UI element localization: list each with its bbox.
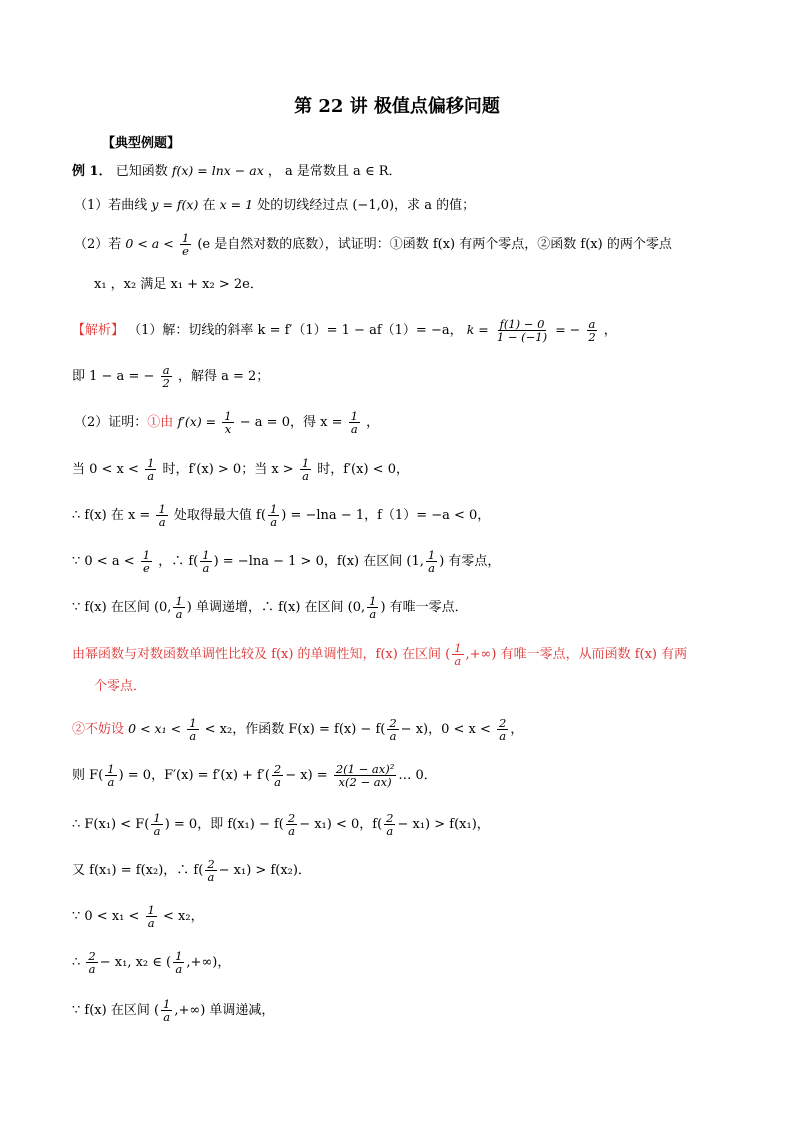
solution-line-14: ∵ 0 < x₁ < $\frac{1}{a}$ < x₂， bbox=[72, 903, 204, 931]
solution-line-1: 【解析】 （1）解：切线的斜率 k = f′（1）= 1 − af（1）= −a， k = $\frac{f(1) - 0}{1 - (-1)}$ = − $\frac{a}{2}$ ， bbox=[72, 317, 617, 345]
part-1-tail: 处的切线经过点 (−1,0)，求 a 的值； bbox=[257, 198, 476, 213]
curve-equation: y = f(x) bbox=[151, 197, 199, 212]
fraction-1-over-e: $\frac{1}{e}$ bbox=[181, 231, 190, 259]
solution-tag: 【解析】 bbox=[72, 323, 125, 339]
example-stem-c: a 是常数且 a ∈ R． bbox=[285, 164, 402, 179]
example-stem bbox=[72, 165, 402, 178]
page-title: 第 22 讲 极值点偏移问题 bbox=[294, 96, 500, 117]
part-1-prefix: （1）若曲线 bbox=[74, 198, 148, 213]
part-2-mid: (e 是自然对数的底数），试证明：①函数 f(x) 有两个零点，②函数 f(x) 的两个零点 bbox=[197, 237, 672, 253]
part-1-question bbox=[74, 199, 475, 212]
condition-left: 0 < a < bbox=[125, 236, 174, 252]
solution-line-11: 则 F( $\frac{1}{a}$ ) = 0，F′(x) = f′(x) + f′( $\frac{2}{a}$ − x) = $\frac{\text{2(1 − ax)²}}{x(2 - ax)}$ … 0． bbox=[72, 762, 437, 790]
point-x: x = 1 bbox=[219, 197, 254, 212]
solution-line-10: ②不妨设 0 < x₁ < $\frac{1}{a}$ < x₂，作函数 F(x) = f(x) − f( $\frac{2}{a}$ − x)，0 < x < $\frac{2}{a}$ ， bbox=[72, 716, 524, 744]
part-1-mid: 在 bbox=[202, 198, 216, 213]
example-stem-b: ， bbox=[267, 164, 281, 179]
part-2-question bbox=[74, 232, 672, 257]
function-definition: f(x) = lnx − ax bbox=[171, 163, 264, 178]
solution-line-15: ∴ $\frac{2}{a}$ − x₁, x₂ ∈ ( $\frac{1}{a}$ ,+∞)， bbox=[72, 949, 231, 977]
solution-line-5: ∴ f(x) 在 x = $\frac{1}{a}$ 处取得最大值 f( $\frac{1}{a}$ ) = −lna − 1，f（1）= −a < 0， bbox=[72, 502, 491, 530]
section-label: 【典型例题】 bbox=[102, 136, 181, 151]
part-2-line-2: x₁ ，x₂ 满足 x₁ + x₂ > 2e． bbox=[94, 277, 263, 292]
solution-line-9: 个零点． bbox=[94, 679, 147, 694]
solution-line-4: 当 0 < x < $\frac{1}{a}$ 时，f′(x) > 0；当 x > $\frac{1}{a}$ 时，f′(x) < 0， bbox=[72, 456, 409, 484]
solution-line-13: 又 f(x₁) = f(x₂)，∴ f( $\frac{2}{a}$ − x₁) > f(x₂)． bbox=[72, 857, 311, 885]
solution-line-7: ∵ f(x) 在区间 (0, $\frac{1}{a}$ ) 单调递增，∴ f(x) 在区间 (0, $\frac{1}{a}$ ) 有唯一零点． bbox=[72, 594, 468, 622]
solution-line-3: （2）证明：①由 f′(x) = $\frac{1}{x}$ − a = 0，得 x = $\frac{1}{a}$ ， bbox=[74, 409, 380, 437]
solution-line-8: 由幂函数与对数函数单调性比较及 f(x) 的单调性知，f(x) 在区间 ( $\frac{1}{a}$ ,+∞) 有唯一零点，从而函数 f(x) 有两 bbox=[72, 641, 688, 669]
solution-line-2: 即 1 − a = − $\frac{a}{2}$ ，解得 a = 2； bbox=[72, 363, 270, 391]
solution-line-6: ∵ 0 < a < $\frac{1}{e}$ ，∴ f( $\frac{1}{a}$ ) = −lna − 1 > 0，f(x) 在区间 (1, $\frac{1}{a}$ ) 有零点， bbox=[72, 548, 501, 576]
solution-line-12: ∴ F(x₁) < F( $\frac{1}{a}$ ) = 0，即 f(x₁) − f( $\frac{2}{a}$ − x₁) < 0，f( $\frac{2}{a}$ − x₁) > f(x₁)， bbox=[72, 811, 490, 839]
slope-fraction: $\frac{f(1) - 0}{1 - (-1)}$ bbox=[496, 317, 548, 345]
example-label: 例 1． bbox=[72, 164, 112, 179]
example-stem-a: 已知函数 bbox=[115, 164, 168, 179]
solution-line-16: ∵ f(x) 在区间 ( $\frac{1}{a}$ ,+∞) 单调递减， bbox=[72, 997, 275, 1025]
part-2-prefix: （2）若 bbox=[74, 237, 122, 253]
